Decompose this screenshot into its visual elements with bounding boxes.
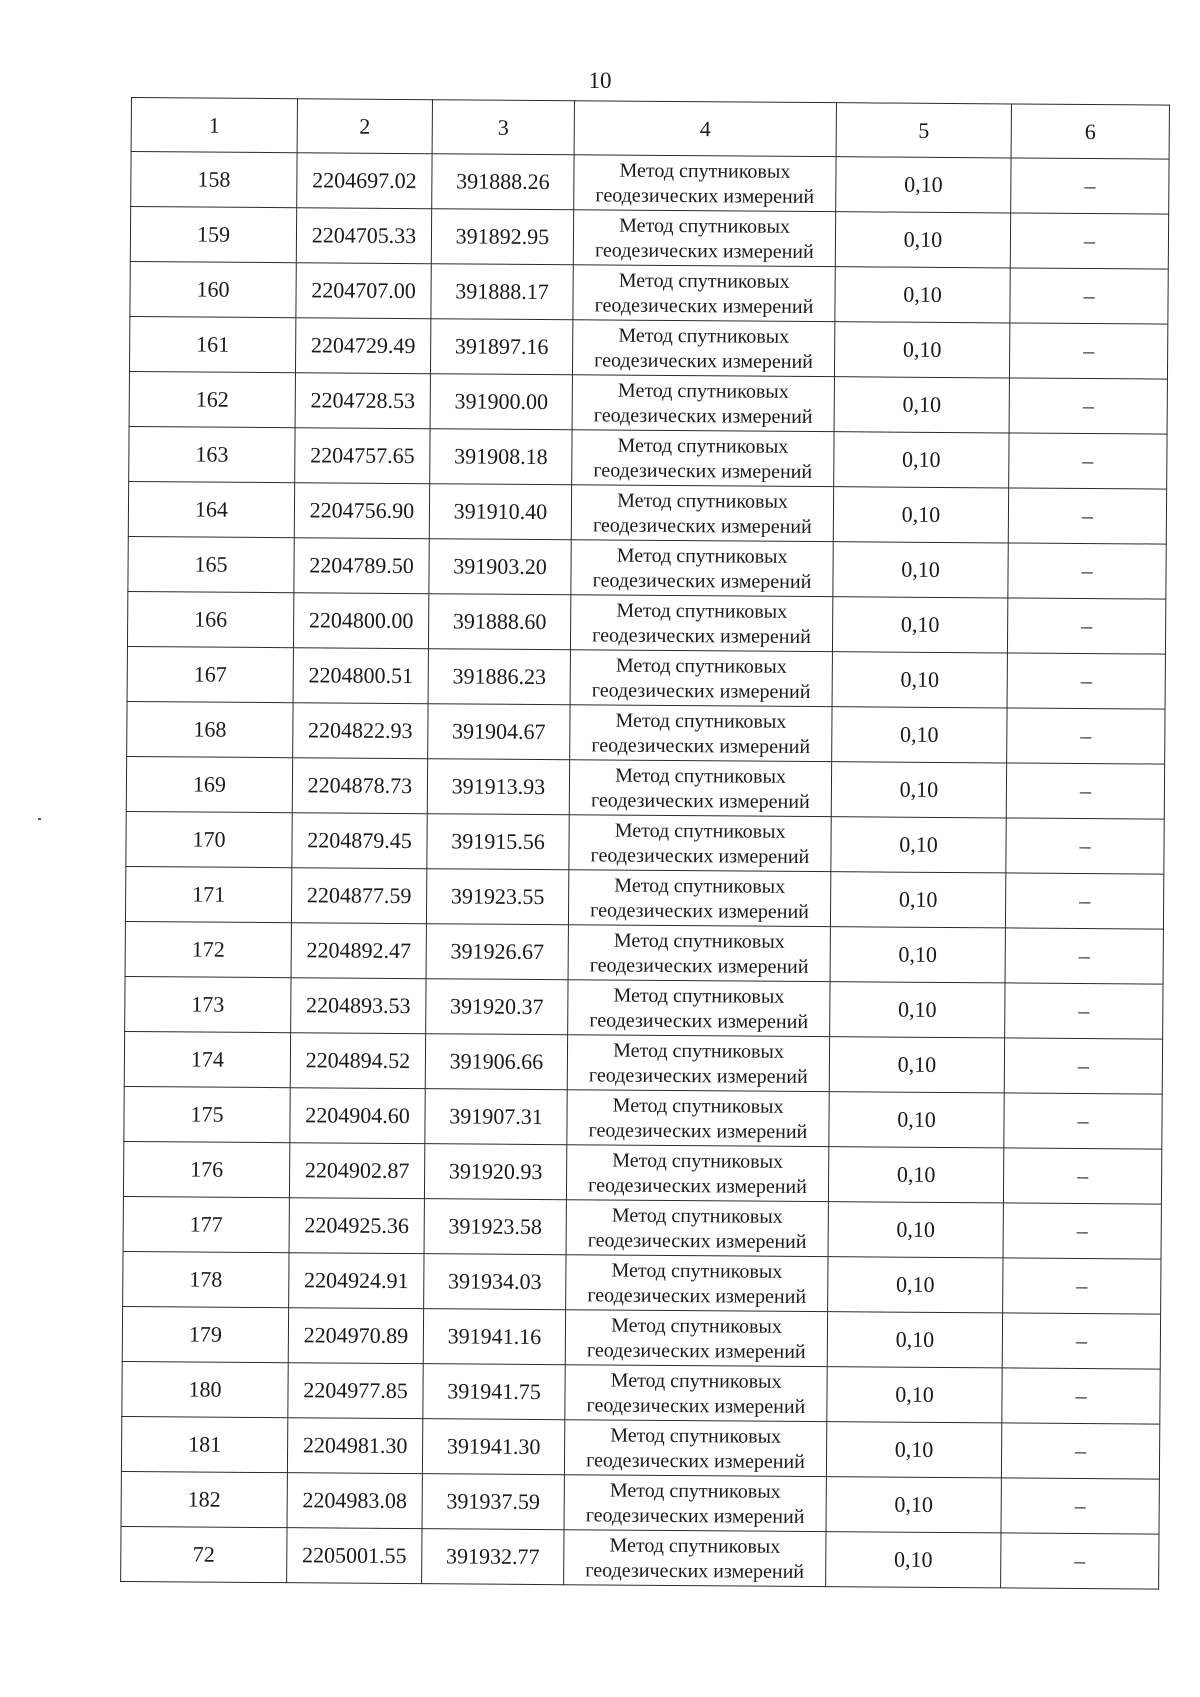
note-cell: – — [1002, 1313, 1160, 1369]
y-coordinate-cell: 391892.95 — [431, 209, 573, 265]
accuracy-cell: 0,10 — [831, 817, 1006, 873]
accuracy-cell: 0,10 — [829, 1037, 1004, 1093]
column-header: 2 — [297, 99, 432, 154]
x-coordinate-cell: 2204728.53 — [295, 373, 430, 429]
note-cell: – — [1001, 1478, 1159, 1534]
method-line: Метод спутниковых — [610, 1369, 782, 1393]
point-number-cell: 172 — [125, 921, 291, 977]
note-cell: – — [1002, 1368, 1160, 1424]
table-row — [128, 536, 1166, 599]
x-coordinate-cell: 2204705.33 — [296, 208, 431, 264]
method-cell — [566, 1200, 828, 1257]
point-number-cell: 167 — [127, 646, 293, 702]
method-line: Метод спутниковых — [618, 324, 790, 348]
table-row — [126, 756, 1164, 819]
y-coordinate-cell: 391888.17 — [431, 264, 573, 320]
column-header: 6 — [1011, 104, 1169, 159]
y-coordinate-cell: 391886.23 — [428, 649, 570, 705]
coordinates-table — [120, 97, 1170, 1590]
method-line: Метод спутниковых — [619, 214, 791, 238]
y-coordinate-cell: 391888.60 — [428, 594, 570, 650]
method-cell — [570, 705, 832, 762]
method-line: Метод спутниковых — [617, 434, 789, 458]
method-line: геодезических измерений — [587, 1228, 807, 1253]
note-cell: – — [1001, 1533, 1159, 1589]
point-number-cell: 176 — [123, 1141, 289, 1197]
x-coordinate-cell: 2204925.36 — [289, 1198, 424, 1254]
method-line: Метод спутниковых — [611, 1314, 782, 1338]
accuracy-cell: 0,10 — [833, 487, 1008, 543]
method-line: геодезических измерений — [586, 1393, 806, 1418]
method-line: Метод спутниковых — [616, 544, 788, 568]
method-line: геодезических измерений — [592, 513, 812, 538]
method-cell — [573, 210, 835, 267]
x-coordinate-cell: 2204789.50 — [294, 538, 429, 594]
point-number-cell: 163 — [129, 426, 295, 482]
point-number-cell: 164 — [128, 481, 294, 537]
method-line: Метод спутниковых — [616, 599, 788, 623]
accuracy-cell: 0,10 — [827, 1312, 1002, 1368]
y-coordinate-cell: 391903.20 — [429, 539, 571, 595]
note-cell: – — [1009, 323, 1167, 379]
table-row — [125, 866, 1163, 929]
note-cell: – — [1007, 708, 1165, 764]
method-line: геодезических измерений — [591, 678, 811, 703]
y-coordinate-cell: 391923.58 — [424, 1199, 566, 1255]
method-line: Метод спутниковых — [615, 709, 787, 733]
column-header: 5 — [836, 103, 1011, 158]
y-coordinate-cell: 391920.93 — [424, 1144, 566, 1200]
accuracy-cell: 0,10 — [829, 1092, 1004, 1148]
method-line: геодезических измерений — [588, 1063, 808, 1088]
y-coordinate-cell: 391910.40 — [429, 484, 571, 540]
table-row — [125, 921, 1163, 984]
y-coordinate-cell: 391926.67 — [426, 924, 568, 980]
y-coordinate-cell: 391932.77 — [422, 1529, 564, 1585]
y-coordinate-cell: 391934.03 — [424, 1254, 566, 1310]
x-coordinate-cell: 2204707.00 — [296, 263, 431, 319]
method-line: геодезических измерений — [593, 458, 813, 483]
y-coordinate-cell: 391920.37 — [426, 979, 568, 1035]
method-line: Метод спутниковых — [610, 1424, 782, 1448]
method-line: геодезических измерений — [590, 843, 810, 868]
note-cell: – — [1008, 488, 1166, 544]
point-number-cell: 166 — [127, 591, 293, 647]
note-cell: – — [1009, 378, 1167, 434]
method-line: геодезических измерений — [589, 953, 809, 978]
method-cell — [570, 650, 832, 707]
y-coordinate-cell: 391923.55 — [426, 869, 568, 925]
method-line: геодезических измерений — [592, 568, 812, 593]
method-cell — [571, 540, 833, 597]
method-cell — [568, 925, 830, 982]
accuracy-cell: 0,10 — [834, 432, 1009, 488]
table-row — [128, 481, 1166, 544]
method-cell — [566, 1255, 828, 1312]
table-row — [121, 1526, 1159, 1589]
note-cell: – — [1007, 653, 1165, 709]
page-number: 10 — [588, 68, 612, 93]
x-coordinate-cell: 2204697.02 — [297, 153, 432, 209]
accuracy-cell: 0,10 — [834, 322, 1009, 378]
point-number-cell: 180 — [122, 1361, 288, 1417]
note-cell: – — [1007, 598, 1165, 654]
y-coordinate-cell: 391900.00 — [430, 374, 572, 430]
method-line: Метод спутниковых — [613, 1039, 784, 1063]
method-cell — [570, 595, 832, 652]
x-coordinate-cell: 2205001.55 — [287, 1528, 422, 1584]
point-number-cell: 171 — [125, 866, 291, 922]
note-cell: – — [1004, 1093, 1162, 1149]
table-row — [124, 1086, 1162, 1149]
method-line: геодезических измерений — [585, 1558, 805, 1583]
y-coordinate-cell: 391904.67 — [428, 704, 570, 760]
y-coordinate-cell: 391915.56 — [427, 814, 569, 870]
accuracy-cell: 0,10 — [832, 707, 1007, 763]
table-row — [124, 1031, 1162, 1094]
x-coordinate-cell: 2204970.89 — [288, 1308, 423, 1364]
x-coordinate-cell: 2204892.47 — [291, 923, 426, 979]
method-line: Метод спутниковых — [611, 1259, 783, 1283]
table-row — [129, 426, 1167, 489]
point-number-cell: 169 — [126, 756, 292, 812]
method-cell — [567, 1090, 829, 1147]
point-number-cell: 175 — [124, 1086, 290, 1142]
method-cell — [569, 760, 831, 817]
y-coordinate-cell: 391897.16 — [430, 319, 572, 375]
method-line: Метод спутниковых — [618, 269, 790, 293]
column-header: 3 — [432, 100, 574, 155]
point-number-cell: 160 — [130, 261, 296, 317]
table-row — [131, 152, 1169, 215]
method-line: Метод спутниковых — [612, 1094, 784, 1118]
x-coordinate-cell: 2204893.53 — [291, 978, 426, 1034]
y-coordinate-cell: 391941.16 — [423, 1309, 565, 1365]
point-number-cell: 165 — [128, 536, 294, 592]
note-cell: – — [1006, 818, 1164, 874]
point-number-cell: 161 — [129, 316, 295, 372]
accuracy-cell: 0,10 — [836, 157, 1011, 213]
table-row — [129, 316, 1167, 379]
method-line: геодезических измерений — [588, 1118, 808, 1143]
table-row — [129, 371, 1167, 434]
table-row — [130, 261, 1168, 324]
method-cell — [569, 815, 831, 872]
method-line: геодезических измерений — [590, 788, 810, 813]
method-cell — [568, 980, 830, 1037]
table-row — [122, 1306, 1160, 1369]
method-line: геодезических измерений — [589, 1008, 809, 1033]
note-cell: – — [1006, 763, 1164, 819]
method-line: геодезических измерений — [594, 348, 814, 373]
note-cell: – — [1011, 158, 1169, 214]
accuracy-cell: 0,10 — [835, 212, 1010, 268]
y-coordinate-cell: 391941.75 — [423, 1364, 565, 1420]
method-line: геодезических измерений — [586, 1338, 806, 1363]
method-line: геодезических измерений — [591, 733, 811, 758]
point-number-cell: 158 — [131, 152, 297, 208]
x-coordinate-cell: 2204983.08 — [287, 1473, 422, 1529]
point-number-cell: 168 — [127, 701, 293, 757]
note-cell: – — [1003, 1148, 1161, 1204]
x-coordinate-cell: 2204981.30 — [287, 1418, 422, 1474]
column-header: 1 — [131, 98, 297, 153]
note-cell: – — [1004, 1038, 1162, 1094]
point-number-cell: 159 — [130, 207, 296, 263]
method-line: Метод спутниковых — [609, 1479, 781, 1503]
note-cell: – — [1010, 268, 1168, 324]
table-row — [121, 1416, 1159, 1479]
note-cell: – — [1003, 1258, 1161, 1314]
method-line: геодезических измерений — [587, 1283, 807, 1308]
accuracy-cell: 0,10 — [827, 1367, 1002, 1423]
method-line: геодезических измерений — [594, 293, 814, 318]
method-line: геодезических измерений — [595, 183, 815, 208]
accuracy-cell: 0,10 — [828, 1257, 1003, 1313]
method-line: Метод спутниковых — [617, 489, 789, 513]
x-coordinate-cell: 2204878.73 — [292, 758, 427, 814]
method-line: геодезических измерений — [590, 898, 809, 923]
point-number-cell: 181 — [121, 1416, 287, 1472]
method-cell — [572, 375, 834, 432]
point-number-cell: 162 — [129, 371, 295, 427]
point-number-cell: 174 — [124, 1031, 290, 1087]
method-cell — [566, 1145, 828, 1202]
table-row — [123, 1141, 1161, 1204]
column-header: 4 — [574, 101, 836, 157]
scan-speck — [38, 818, 41, 820]
accuracy-cell: 0,10 — [831, 762, 1006, 818]
point-number-cell: 182 — [121, 1471, 287, 1527]
method-cell — [565, 1365, 827, 1422]
method-cell — [571, 485, 833, 542]
table-row — [130, 207, 1168, 270]
method-line: Метод спутниковых — [611, 1204, 783, 1228]
method-line: Метод спутниковых — [613, 984, 785, 1008]
x-coordinate-cell: 2204902.87 — [289, 1143, 424, 1199]
method-line: Метод спутниковых — [609, 1534, 781, 1558]
x-coordinate-cell: 2204757.65 — [295, 428, 430, 484]
method-line: Метод спутниковых — [613, 929, 785, 953]
x-coordinate-cell: 2204894.52 — [290, 1033, 425, 1089]
accuracy-cell: 0,10 — [835, 267, 1010, 323]
point-number-cell: 170 — [126, 811, 292, 867]
table-row — [127, 646, 1165, 709]
method-cell — [564, 1420, 826, 1477]
table-row — [127, 701, 1165, 764]
point-number-cell: 178 — [123, 1251, 289, 1307]
method-line: Метод спутниковых — [614, 819, 786, 843]
note-cell: – — [1010, 213, 1168, 269]
accuracy-cell: 0,10 — [830, 872, 1005, 928]
y-coordinate-cell: 391937.59 — [422, 1474, 564, 1530]
accuracy-cell: 0,10 — [833, 542, 1008, 598]
accuracy-cell: 0,10 — [830, 982, 1005, 1038]
method-line: Метод спутниковых — [615, 764, 787, 788]
x-coordinate-cell: 2204800.51 — [293, 648, 428, 704]
method-line: геодезических измерений — [593, 403, 813, 428]
method-cell — [567, 1035, 829, 1092]
method-line: Метод спутниковых — [617, 379, 789, 403]
x-coordinate-cell: 2204879.45 — [292, 813, 427, 869]
x-coordinate-cell: 2204756.90 — [294, 483, 429, 539]
x-coordinate-cell: 2204904.60 — [290, 1088, 425, 1144]
x-coordinate-cell: 2204924.91 — [289, 1253, 424, 1309]
y-coordinate-cell: 391888.26 — [432, 154, 574, 210]
table-row — [126, 811, 1164, 874]
y-coordinate-cell: 391906.66 — [425, 1034, 567, 1090]
x-coordinate-cell: 2204977.85 — [288, 1363, 423, 1419]
table-row — [125, 976, 1163, 1039]
method-line: геодезических измерений — [592, 623, 812, 648]
note-cell: – — [1001, 1423, 1159, 1479]
table-row — [127, 591, 1165, 654]
method-cell — [565, 1310, 827, 1367]
point-number-cell: 179 — [122, 1306, 288, 1362]
method-line: Метод спутниковых — [612, 1149, 784, 1173]
table-row — [123, 1196, 1161, 1259]
method-cell — [568, 870, 830, 927]
x-coordinate-cell: 2204729.49 — [295, 318, 430, 374]
table-row — [123, 1251, 1161, 1314]
method-line: геодезических измерений — [586, 1448, 805, 1473]
point-number-cell: 72 — [121, 1526, 287, 1582]
accuracy-cell: 0,10 — [830, 927, 1005, 983]
method-line: геодезических измерений — [588, 1173, 807, 1198]
x-coordinate-cell: 2204822.93 — [293, 703, 428, 759]
accuracy-cell: 0,10 — [826, 1422, 1001, 1478]
method-line: Метод спутниковых — [614, 874, 786, 898]
note-cell: – — [1009, 433, 1167, 489]
accuracy-cell: 0,10 — [832, 597, 1007, 653]
table-header-row — [131, 98, 1169, 160]
accuracy-cell: 0,10 — [832, 652, 1007, 708]
y-coordinate-cell: 391908.18 — [430, 429, 572, 485]
note-cell: – — [1008, 543, 1166, 599]
point-number-cell: 173 — [125, 976, 291, 1032]
accuracy-cell: 0,10 — [834, 377, 1009, 433]
method-line: геодезических измерений — [594, 238, 814, 263]
accuracy-cell: 0,10 — [826, 1532, 1001, 1588]
x-coordinate-cell: 2204877.59 — [291, 868, 426, 924]
table-row — [121, 1471, 1159, 1534]
method-cell — [573, 265, 835, 322]
note-cell: – — [1003, 1203, 1161, 1259]
method-cell — [564, 1530, 826, 1587]
method-cell — [564, 1475, 826, 1532]
method-cell — [574, 155, 836, 212]
x-coordinate-cell: 2204800.00 — [293, 593, 428, 649]
method-line: Метод спутниковых — [619, 159, 791, 183]
y-coordinate-cell: 391913.93 — [427, 759, 569, 815]
accuracy-cell: 0,10 — [826, 1477, 1001, 1533]
method-line: Метод спутниковых — [615, 654, 787, 678]
y-coordinate-cell: 391941.30 — [422, 1419, 564, 1475]
note-cell: – — [1005, 928, 1163, 984]
note-cell: – — [1005, 873, 1163, 929]
y-coordinate-cell: 391907.31 — [425, 1089, 567, 1145]
method-cell — [572, 320, 834, 377]
point-number-cell: 177 — [123, 1196, 289, 1252]
note-cell: – — [1005, 983, 1163, 1039]
method-cell — [572, 430, 834, 487]
method-line: геодезических измерений — [585, 1503, 805, 1528]
table-body — [121, 152, 1169, 1590]
accuracy-cell: 0,10 — [828, 1202, 1003, 1258]
accuracy-cell: 0,10 — [828, 1147, 1003, 1203]
table-row — [122, 1361, 1160, 1424]
